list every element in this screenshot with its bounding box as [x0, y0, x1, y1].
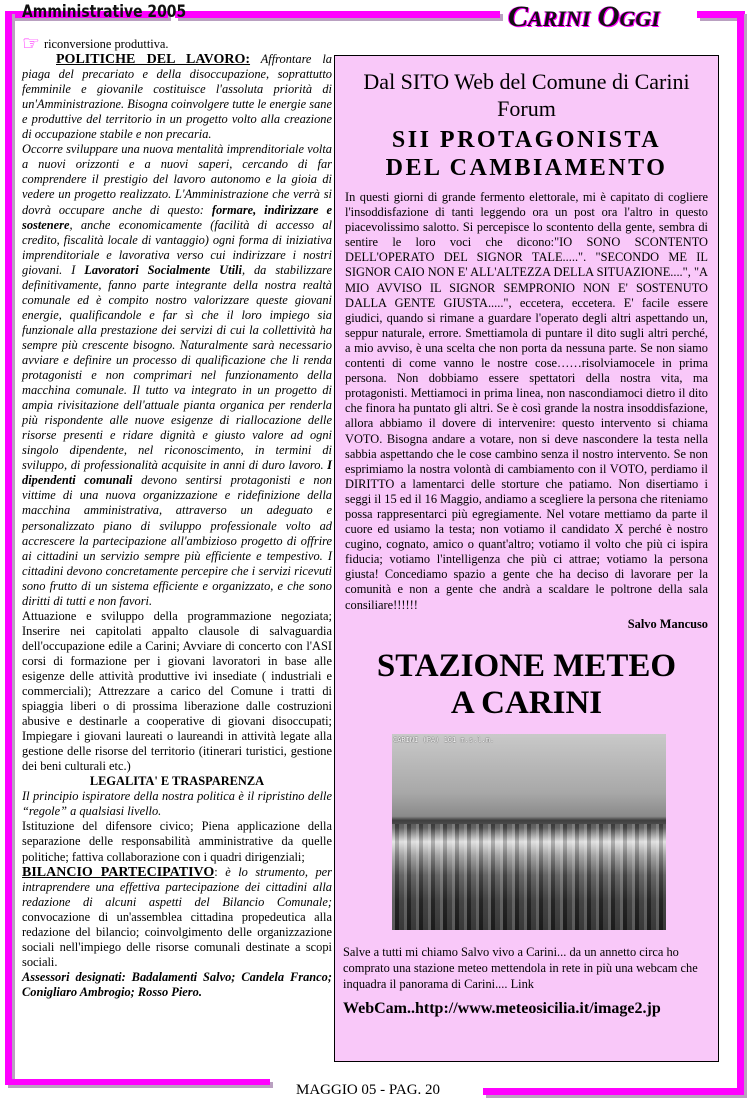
- text-segment: LEGALITA' E TRASPARENZA: [89, 774, 265, 789]
- text-segment: convocazione di un'assemblea cittadina propedeutica alla redazione del bilancio; coinvolgimento delle organizzazione sociali nell'impiego delle risorse comunali destinate a scopi sociali.: [22, 909, 332, 969]
- webcam-link[interactable]: WebCam..http://www.meteosicilia.it/image2.jp: [343, 999, 661, 1017]
- text-segment: :: [214, 864, 226, 879]
- article-paragraph: [22, 142, 332, 608]
- forum-author: Salvo Mancuso: [627, 616, 708, 631]
- text-segment: Il principio ispiratore della nostra politica è il ripristino delle “regole” a qualsiasi livello.: [22, 789, 332, 819]
- text-segment: POLITICHE DEL LAVORO:: [56, 52, 251, 68]
- text-segment: , da stabilizzare definitivamente, fanno parte integrante della nostra realtà comunale ed è compito nostro valorizzare queste giovani energie, qualificandole e far sì che il loro impiego sia funzionale alla prestazione dei servizi di cui la collettività ha sempre più crescente bisogno. Naturalmente sarà necessario avviare e definire un processo di qualificazione che li renda protagonisti e non comprimari nel funzionamento della macchina comunale. Il tutto va integrato in un progetto di ampia rivisitazione dell'attuale pianta organica per renderla più rispondente alle nuove esigenze di riallocazione delle risorse presenti e ridare dignità e giusto valore ad ogni singolo dipendente, nel riconoscimento, in termini di sviluppo, di professionalità acquisite in anni di duro lavoro.: [22, 262, 333, 473]
- text-segment: Occorre sviluppare una nuova mentalità imprenditoriale volta a nuovi orizzonti e a nuovi saperi, cercando di far comprendere il prestigio del lavoro autonomo e la gioia di vedere un progetto realizzato. L'Amministrazione che verrà si dovrà occupare anche di questo:: [22, 142, 332, 217]
- left-column-article: [22, 33, 333, 1000]
- article-paragraph: [22, 865, 332, 970]
- article-paragraph: [22, 789, 332, 819]
- text-segment: BILANCIO PARTECIPATIVO: [22, 864, 215, 880]
- webcam-stamp: CARINI (PA) 161 m.s.l.m.: [393, 735, 495, 744]
- text-segment: devono sentirsi protagonisti e non vittime di una nuova organizzazione e ridefinizione della macchina amministrativa, attraverso un adeguato e personalizzato piano di sviluppo professionale volto ad accrescere la partecipazione all'ambizioso progetto di offrire ai cittadini un servizio sempre più efficiente e tempestivo. I cittadini devono concretamente percepire che i servizi ricevuti sono frutto di un sistema efficiente e organizzato, e che sono diritti di tutti e non favori.: [22, 473, 332, 608]
- meteo-title-line1: STAZIONE METEO: [376, 647, 677, 684]
- article-paragraph: [22, 970, 332, 1000]
- meteo-caption: Salve a tutti mi chiamo Salvo vivo a Carini... da un annetto circa ho comprato una stazione meteo mettendola in rete in più una webcam che inquadra il panorama di Carini.... Link: [343, 944, 698, 991]
- article-paragraph: [22, 609, 332, 775]
- text-segment: Lavoratori Socialmente Utili: [84, 262, 242, 277]
- text-segment: Attuazione e sviluppo della programmazione negoziata; Inserire nei capitolati appalto clausole di salvaguardia dell'occupazione edile a Carini; Avviare di concerto con l'ASI corsi di formazione per i giovani lavoratori in base alle esigenze delle attività produttive ivi insediate ( industriali e commerciali); Attrezzare a carico del Comune i tratti di spiaggia liberi o di prossima liberazione dalle costruzioni abusive e destinarle a cooperative di giovani disoccupati; Impiegare i giovani laureati o laureandi in attività legate alla gestione delle risorse del territorio (itinerari turistici, gestione dei beni culturali etc.): [22, 608, 332, 774]
- article-paragraph: [22, 33, 332, 55]
- newspaper-logo: CARINI OGGI: [508, 0, 660, 33]
- article-paragraph: [22, 774, 332, 789]
- section-title: Amministrative 2005: [22, 2, 187, 22]
- text-segment: , anche economicamente (facilità di accesso al credito, fiscalità locale di vantaggio) ogni forma di iniziativa imprenditoriale e lavorativa verso cui indirizzare i nostri giovani. I: [22, 217, 332, 277]
- forum-headline-line2: DEL CAMBIAMENTO: [385, 155, 668, 181]
- meteo-title: [335, 648, 718, 722]
- right-column-box: [334, 55, 719, 1062]
- webcam-city-view: [392, 824, 666, 930]
- article-paragraph: [22, 52, 332, 142]
- forum-source-line1: Dal SITO Web del Comune di Carini: [363, 69, 690, 94]
- pointing-hand-icon: ☞: [22, 33, 40, 55]
- forum-source: [335, 68, 718, 122]
- text-segment: formare, indirizzare e sostenere: [22, 202, 332, 232]
- forum-headline-line1: SII PROTAGONISTA: [391, 127, 662, 153]
- frame-top-middle: [175, 11, 500, 18]
- forum-source-line2: Forum: [497, 96, 556, 121]
- frame-bottom-left: [5, 1079, 270, 1085]
- text-segment: Istituzione del difensore civico; Piena applicazione della separazione delle responsabilità amministrative da quelle politiche; fattiva collaborazione con i quadri dirigenziali;: [22, 819, 332, 864]
- text-segment: Affrontare la piaga del precariato e della disoccupazione, soprattutto femminile e giovanile costituisce l'assoluta priorità di un'Amministrazione. Bisogna coinvolgere tutte le energie sane e produttive del territorio in un progetto volto alla creazione di occupazione stabile e non precaria.: [22, 52, 332, 142]
- frame-left: [5, 11, 12, 1085]
- forum-body: In questi giorni di grande fermento elettorale, mi è capitato di cogliere l'insoddisfazione di tanti leggendo ora un post ora l'altro in questo piacevolissimo salotto. Si percepisce lo scontento della gente, sembra di sentire le loro voci che dicono:"IO SONO SCONTENTO DELL'OPERATO DEL SIGNOR TALE.....". "SECONDO ME IL SIGNOR CAIO NON E' ALL'ALTEZZA DELLA SITUAZIONE....", "A MIO AVVISO IL SIGNOR SEMPRONIO NON E' SOSTENUTO DALLA GENTE GIUSTA.....", eccetera, eccetera. E' facile essere giudici, quando si rimane a guardare l'operato degli altri aspettando un, seppur naturale, errore. Smettiamola di puntare il dito sugli altri perché, a mio avviso, è una scelta che non porta da nessuna parte. Se non siamo contenti di come vanno le nostre cose……risolviamocele in prima persona. Non dobbiamo essere spettatori della nostra vita, ma protagonisti. Mettiamoci in prima linea, non nascondiamoci dietro il dito che finora ha puntato gli altri. Se è così grande la nostra insoddisfazione, allora abbiamo il dovere di intervenire: questo intervento si chiama VOTO. Bisogna andare a votare, non si deve nascondere la testa nella sabbia aspettando che le cose cambino senza il nostro intervento. Se non esprimiamo la nostra volontà di cambiamento con il VOTO, perdiamo il DIRITTO a lamentarci delle storture che patiamo. Non disertiamo i seggi il 15 ed il 16 Maggio, andiamo a scegliere la persona che riteniamo possa rappresentarci più egregiamente. Nel votare mettiamo da parte il cuore ed usiamo la testa; non votiamo il candidato X perché è nostro cugino, cognato, amico o quant'altro; votiamo il volto che più ci ispira fiducia; votiamo l'intelligenza che più ci attrae; votiamo la persona giusta! Concediamo spazio a gente che ha deciso di lavorare per la comunità e non a gente che andrà a scaldare le poltrone della sala consiliare!!!!!!: [345, 190, 708, 612]
- page-footer: MAGGIO 05 - PAG. 20: [296, 1082, 441, 1098]
- text-segment: riconversione produttiva.: [43, 37, 169, 51]
- frame-bottom-right: [483, 1088, 744, 1095]
- article-paragraph: [22, 819, 332, 864]
- forum-headline: [335, 126, 718, 182]
- text-segment: è lo strumento, per intraprendere una effettiva partecipazione dei cittadini alla redazione di alcuni aspetti del Bilancio Comunale;: [22, 864, 333, 909]
- meteo-title-line2: A CARINI: [450, 684, 603, 721]
- text-segment: I dipendenti comunali: [22, 458, 332, 488]
- frame-right: [737, 11, 744, 1095]
- text-segment: Assessori designati: Badalamenti Salvo; Candela Franco; Conigliaro Ambrogio; Rosso Piero.: [22, 969, 332, 999]
- webcam-photo: [392, 734, 666, 930]
